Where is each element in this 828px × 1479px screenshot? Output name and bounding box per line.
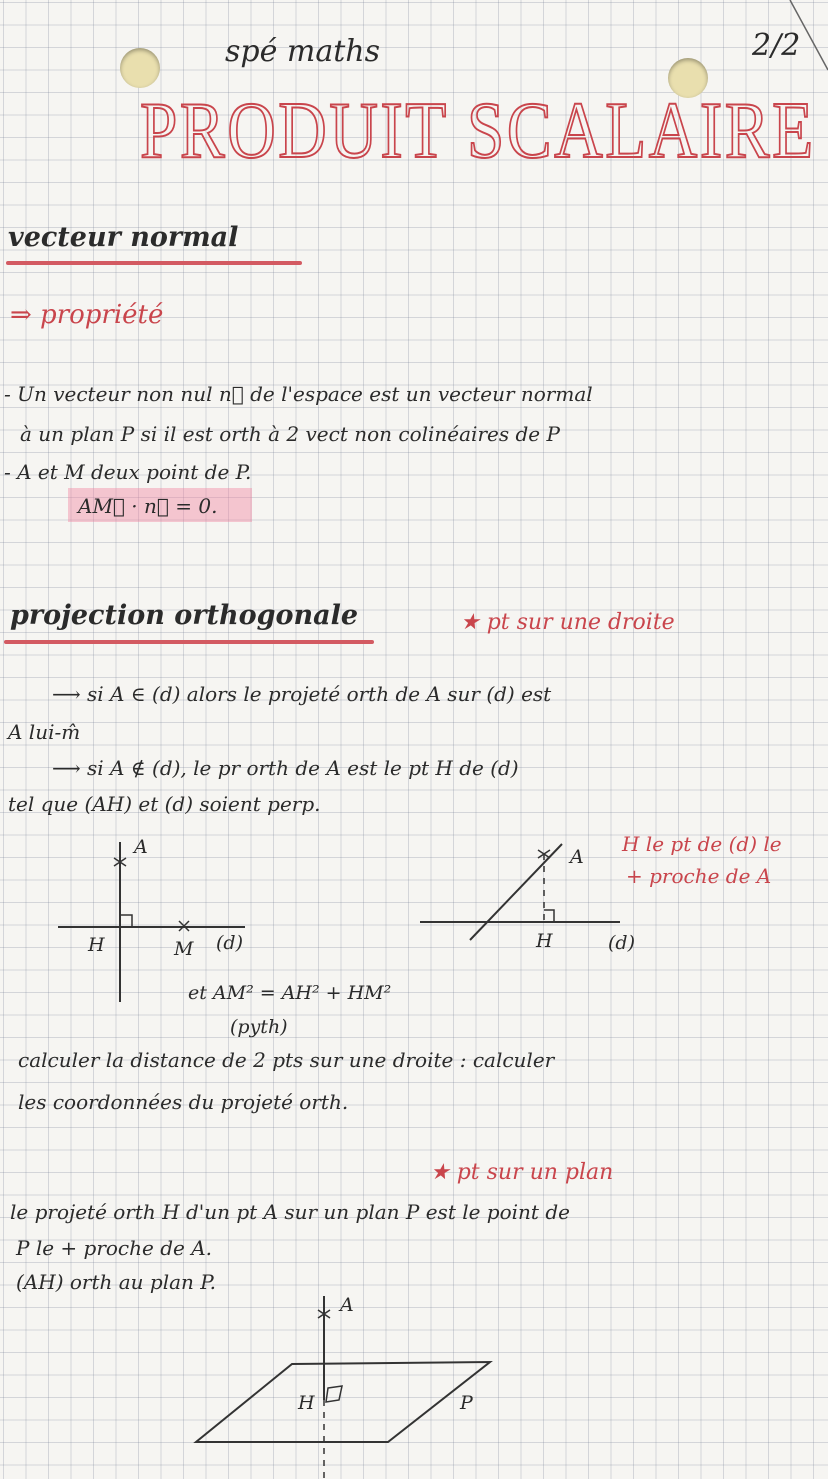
fig2-label-d: (d) <box>608 932 635 954</box>
property-subheading: ⇒ propriété <box>10 300 164 330</box>
normal-formula: AM⃗ · n⃗ = 0. <box>78 494 218 518</box>
binder-hole-left <box>120 48 160 88</box>
subject-label: spé maths <box>225 34 380 69</box>
case-label-line: ★ pt sur une droite <box>460 610 675 635</box>
text-line: tel que (AH) et (d) soient perp. <box>8 792 321 816</box>
text-line: - A et M deux point de P. <box>4 460 252 484</box>
fig3-label-p: P <box>460 1392 473 1414</box>
section-heading-normal: vecteur normal <box>8 222 239 253</box>
section-heading-projection: projection orthogonale <box>10 600 359 631</box>
page-number: 2/2 <box>752 28 801 63</box>
fig2-label-a: A <box>570 846 584 868</box>
case-label-plane: ★ pt sur un plan <box>430 1160 614 1185</box>
side-note: + proche de A <box>626 864 772 888</box>
text-line: A lui-m̂ <box>8 720 81 744</box>
side-note: H le pt de (d) le <box>622 832 782 856</box>
pythagoras-formula: et AM² = AH² + HM² <box>188 982 392 1004</box>
text-line: les coordonnées du projeté orth. <box>18 1090 349 1114</box>
text-line: - Un vecteur non nul n⃗ de l'espace est un vecteur normal <box>4 382 593 406</box>
text-line: à un plan P si il est orth à 2 vect non colinéaires de P <box>20 422 560 446</box>
text-line: le projeté orth H d'un pt A sur un plan P est le point de <box>10 1200 570 1224</box>
fig3-label-h: H <box>298 1392 315 1414</box>
fig1-label-d: (d) <box>216 932 243 954</box>
fig2-label-h: H <box>536 930 553 952</box>
heading-underline <box>4 640 374 644</box>
text-line: (AH) orth au plan P. <box>16 1270 217 1294</box>
fig1-label-m: M <box>174 938 194 960</box>
text-line: ⟶ si A ∉ (d), le pr orth de A est le pt H de (d) <box>52 756 519 780</box>
text-line: P le + proche de A. <box>16 1236 212 1260</box>
heading-underline <box>6 261 302 265</box>
projection-figure-1 <box>50 830 280 1000</box>
fig1-label-h: H <box>88 934 105 956</box>
text-line: ⟶ si A ∈ (d) alors le projeté orth de A sur (d) est <box>52 682 552 706</box>
projection-figure-2 <box>420 836 640 946</box>
page-title: PRODUIT SCALAIRE <box>140 87 816 175</box>
projection-figure-plane <box>190 1288 510 1478</box>
fig1-label-a: A <box>134 836 148 858</box>
text-line: calculer la distance de 2 pts sur une droite : calculer <box>18 1048 555 1072</box>
fig3-label-a: A <box>340 1294 354 1316</box>
pythagoras-label: (pyth) <box>230 1016 288 1038</box>
